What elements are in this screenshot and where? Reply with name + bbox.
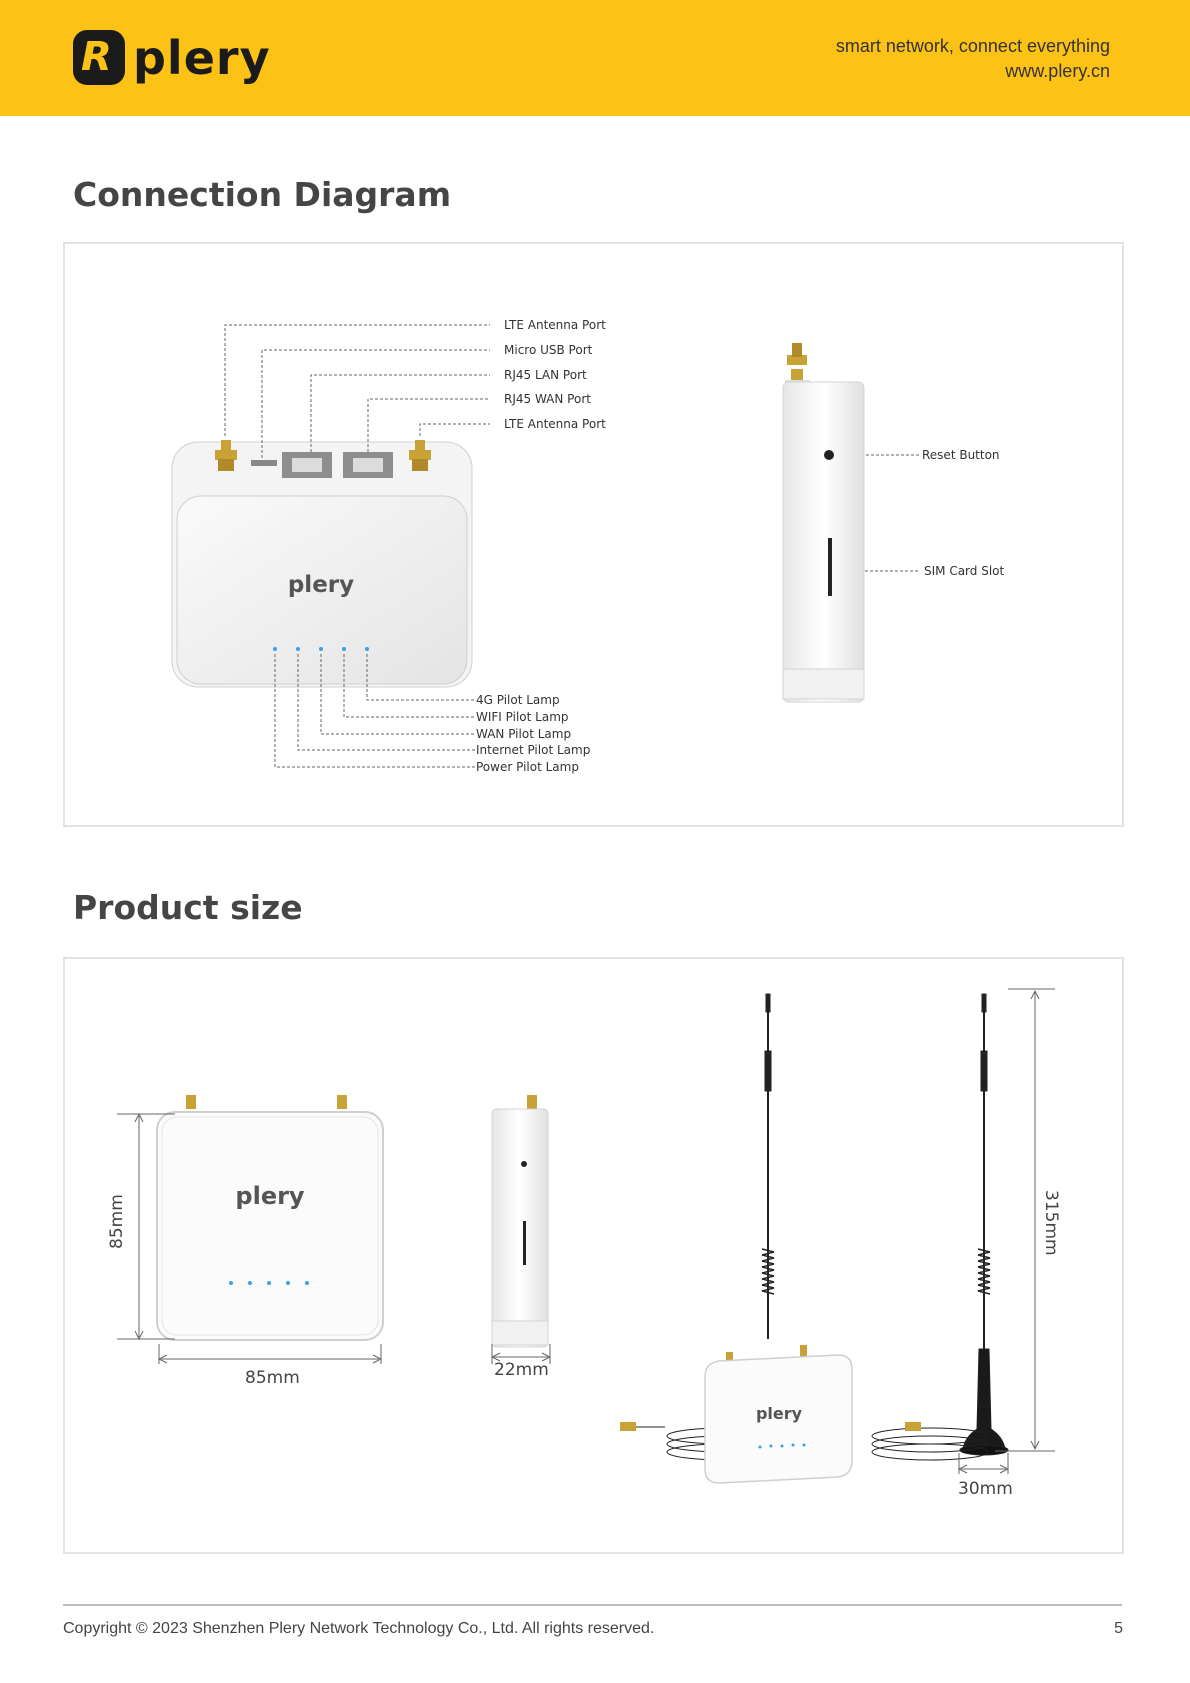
- dim-antenna-base: 30mm: [958, 1479, 1013, 1499]
- label-4g-pilot-lamp: 4G Pilot Lamp: [476, 693, 560, 707]
- reset-button-icon: [824, 450, 834, 460]
- dim-front-height: 85mm: [107, 1194, 127, 1249]
- size-side-view: [492, 1095, 548, 1347]
- label-power-pilot-lamp: Power Pilot Lamp: [476, 760, 579, 774]
- connection-diagram-title: Connection Diagram: [73, 175, 452, 214]
- label-lte-antenna-port-left: LTE Antenna Port: [504, 318, 606, 332]
- label-reset-button: Reset Button: [922, 448, 1000, 462]
- sim-slot-icon: [828, 538, 832, 596]
- label-rj45-lan-port: RJ45 LAN Port: [504, 368, 587, 382]
- label-internet-pilot-lamp: Internet Pilot Lamp: [476, 743, 591, 757]
- product-size-title: Product size: [73, 888, 303, 927]
- dim-antenna-height: 315mm: [1041, 1190, 1061, 1256]
- page-header: [0, 0, 1190, 116]
- size-mini-router: [705, 1345, 852, 1483]
- header-tagline: [836, 34, 1110, 84]
- dim-side-width: 22mm: [494, 1360, 549, 1380]
- router-brand-text: plery: [287, 572, 355, 598]
- label-micro-usb-port: Micro USB Port: [504, 343, 593, 357]
- router-front-view: [172, 440, 472, 687]
- label-sim-card-slot: SIM Card Slot: [924, 564, 1005, 578]
- page-number: 5: [1114, 1620, 1123, 1637]
- product-size-panel: [63, 957, 1124, 1554]
- size-front-view: [157, 1095, 383, 1340]
- website-text: www.plery.cn: [1005, 61, 1110, 81]
- size-mini-brand: plery: [755, 1404, 803, 1423]
- footer-copyright: Copyright © 2023 Shenzhen Plery Network Technology Co., Ltd. All rights reserved.: [63, 1620, 655, 1637]
- size-front-brand: plery: [235, 1182, 305, 1210]
- plery-logo: [73, 30, 271, 85]
- product-size-figure: [65, 959, 1122, 1552]
- footer-divider: [63, 1604, 1122, 1606]
- label-wan-pilot-lamp: WAN Pilot Lamp: [476, 727, 572, 741]
- router-side-view: [783, 343, 864, 702]
- connection-diagram-panel: [63, 242, 1124, 827]
- label-rj45-wan-port: RJ45 WAN Port: [504, 392, 591, 406]
- dim-front-width: 85mm: [245, 1368, 300, 1388]
- logo-text: plery: [133, 30, 271, 85]
- tagline-text: smart network, connect everything: [835, 36, 1110, 56]
- label-wifi-pilot-lamp: WIFI Pilot Lamp: [476, 710, 569, 724]
- label-lte-antenna-port-right: LTE Antenna Port: [504, 417, 606, 431]
- logo-mark-icon: R: [73, 30, 125, 85]
